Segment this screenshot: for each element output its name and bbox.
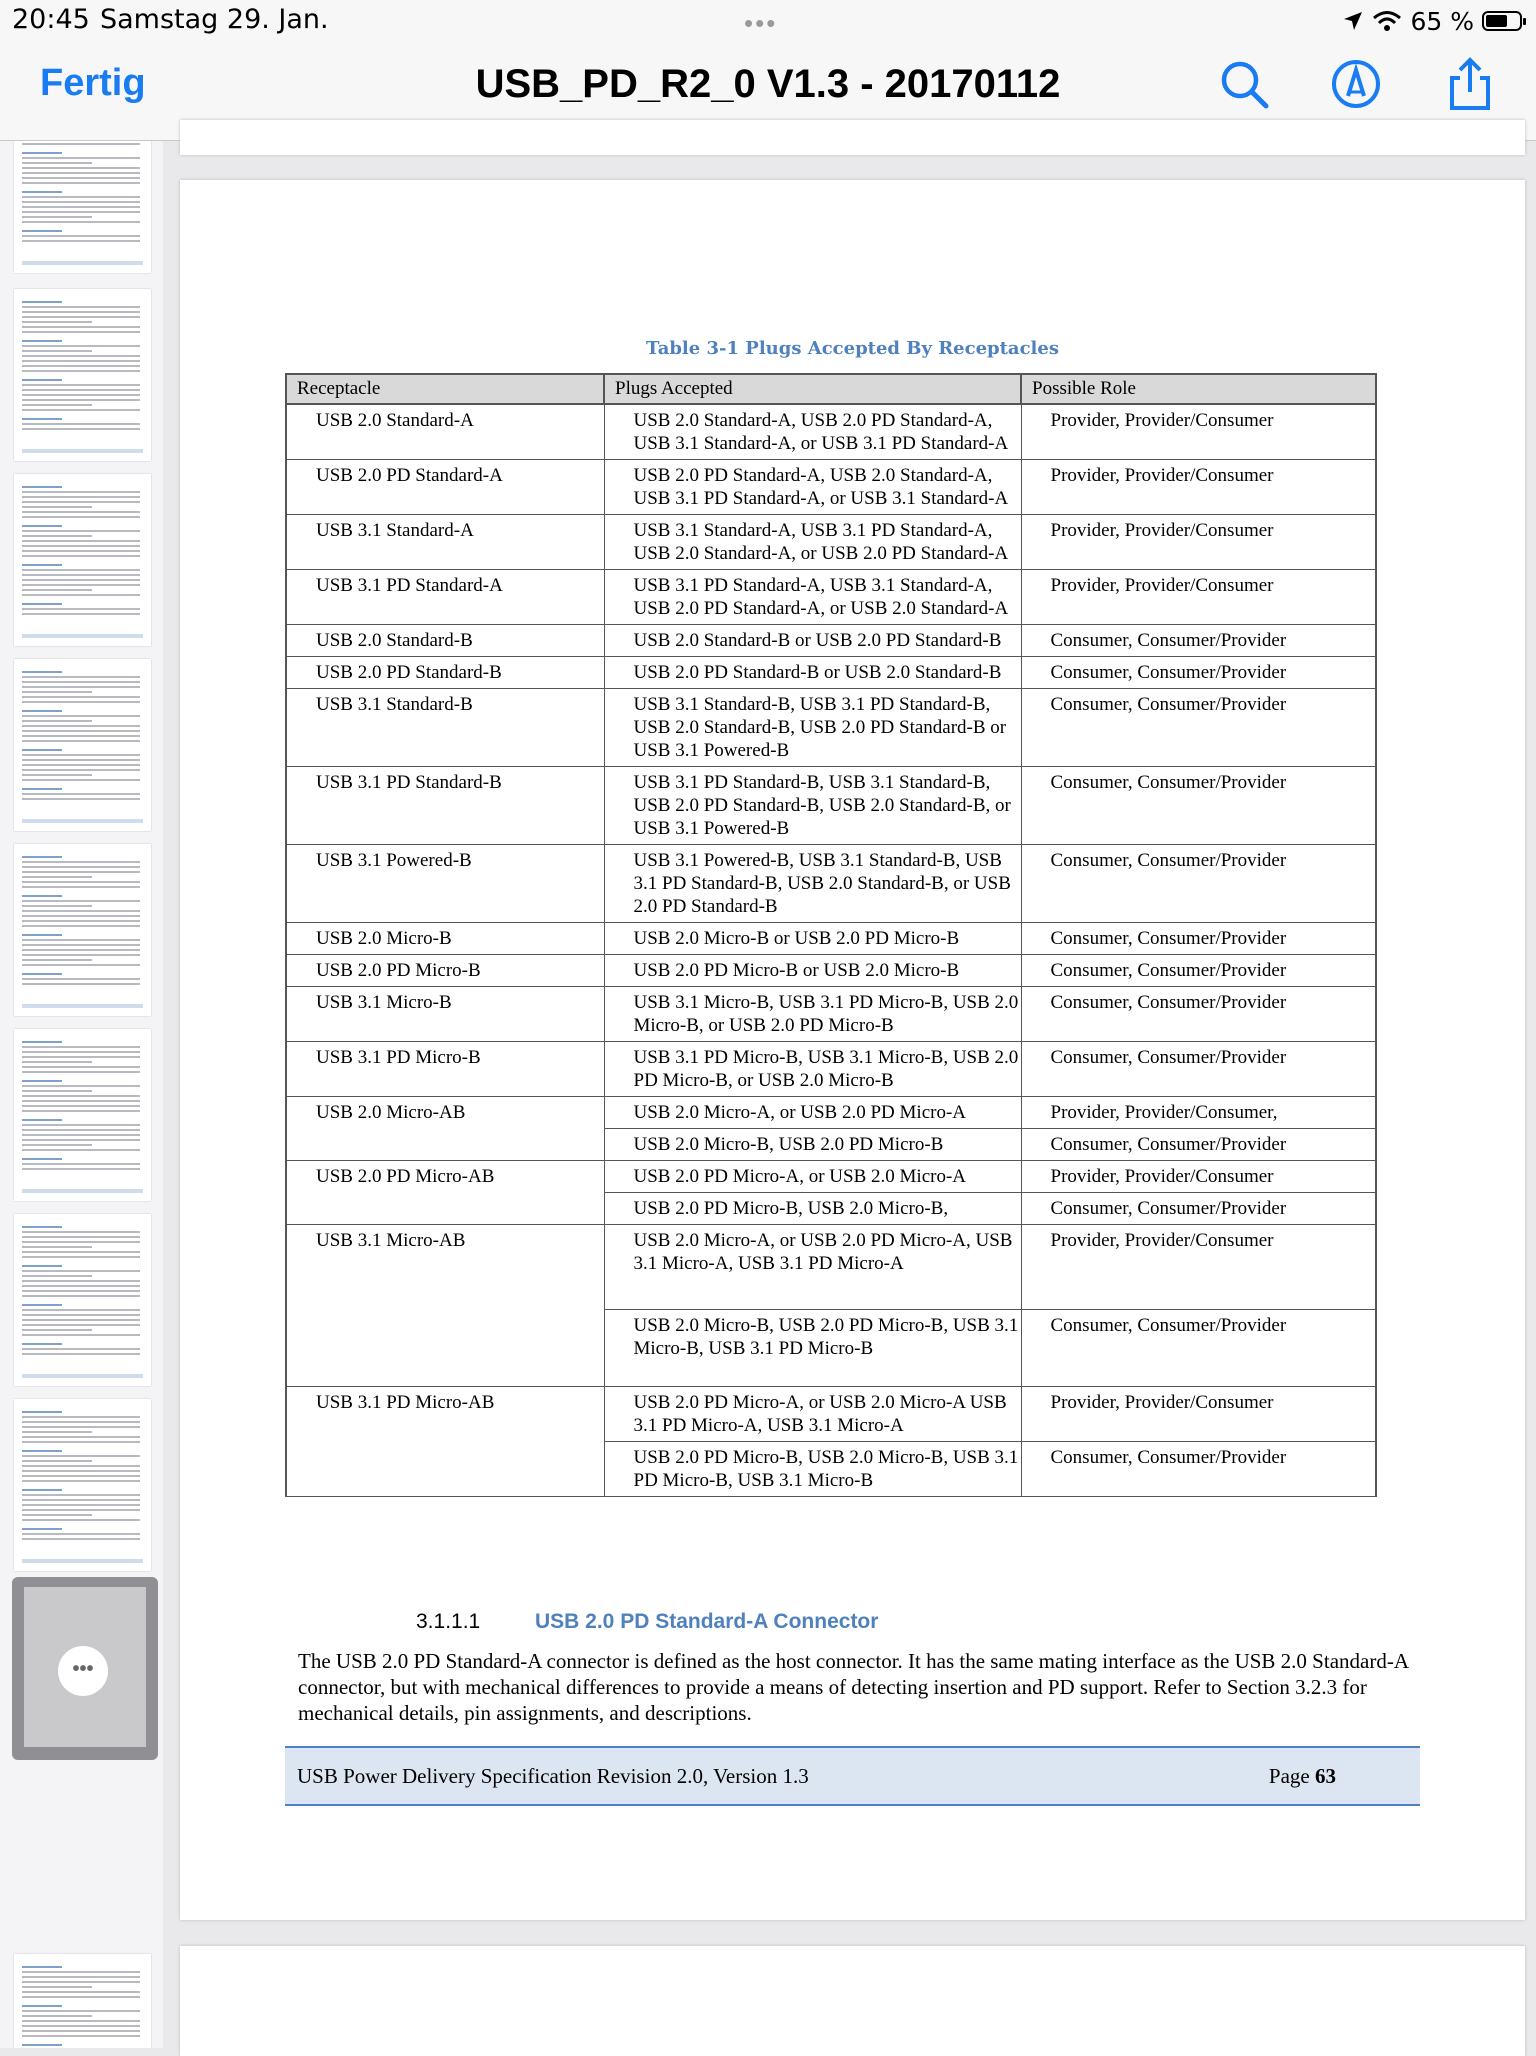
plugs-accepted-cell: USB 2.0 Micro-A, or USB 2.0 PD Micro-A [604, 1097, 1021, 1129]
wifi-icon [1372, 10, 1402, 32]
more-options-button[interactable]: ••• [58, 1646, 108, 1696]
table-row [286, 1225, 1376, 1310]
receptacle-cell: USB 3.1 Micro-B [286, 987, 604, 1042]
receptacle-cell: USB 3.1 PD Standard-B [286, 767, 604, 845]
table-row [286, 515, 1376, 570]
possible-role-cell: Consumer, Consumer/Provider [1021, 1310, 1376, 1387]
status-time: 20:45 [12, 4, 90, 35]
plugs-accepted-cell: USB 2.0 PD Micro-B, USB 2.0 Micro-B, [604, 1193, 1021, 1225]
plugs-accepted-cell: USB 3.1 Powered-B, USB 3.1 Standard-B, USB 3.1 PD Standard-B, USB 2.0 Standard-B, or USB 2.0 PD Standard-B [604, 845, 1021, 923]
page-thumbnail[interactable] [14, 1954, 151, 2048]
possible-role-cell: Provider, Provider/Consumer [1021, 570, 1376, 625]
markup-icon[interactable] [1328, 56, 1384, 112]
table-row [286, 570, 1376, 625]
battery-icon [1482, 11, 1522, 31]
plugs-accepted-cell: USB 3.1 PD Standard-A, USB 3.1 Standard-A, USB 2.0 PD Standard-A, or USB 2.0 Standard-A [604, 570, 1021, 625]
plugs-accepted-cell: USB 2.0 Micro-B or USB 2.0 PD Micro-B [604, 923, 1021, 955]
share-icon[interactable] [1442, 56, 1498, 112]
possible-role-cell: Consumer, Consumer/Provider [1021, 689, 1376, 767]
status-indicators [1342, 4, 1522, 38]
possible-role-cell: Consumer, Consumer/Provider [1021, 923, 1376, 955]
done-button[interactable]: Fertig [40, 62, 146, 104]
receptacle-cell: USB 2.0 PD Micro-AB [286, 1161, 604, 1225]
possible-role-cell: Provider, Provider/Consumer [1021, 1387, 1376, 1442]
possible-role-cell: Provider, Provider/Consumer [1021, 515, 1376, 570]
receptacle-cell: USB 2.0 Standard-B [286, 625, 604, 657]
table-row [286, 987, 1376, 1042]
receptacle-cell: USB 3.1 Standard-A [286, 515, 604, 570]
receptacle-cell: USB 2.0 Standard-A [286, 404, 604, 460]
plugs-accepted-cell: USB 3.1 Standard-B, USB 3.1 PD Standard-B, USB 2.0 Standard-B, USB 2.0 PD Standard-B or USB 3.1 Powered-B [604, 689, 1021, 767]
previous-page [180, 120, 1525, 155]
next-page [180, 1946, 1525, 2056]
receptacle-cell: USB 2.0 Micro-AB [286, 1097, 604, 1161]
table-row [286, 923, 1376, 955]
possible-role-cell: Consumer, Consumer/Provider [1021, 1193, 1376, 1225]
footer-page-number: Page 63 [1268, 1764, 1336, 1788]
plugs-accepted-cell: USB 3.1 Micro-B, USB 3.1 PD Micro-B, USB 2.0 Micro-B, or USB 2.0 PD Micro-B [604, 987, 1021, 1042]
location-icon [1342, 10, 1364, 32]
table-row [286, 1387, 1376, 1442]
document-page [180, 180, 1525, 1920]
table-row [286, 767, 1376, 845]
page-thumbnail[interactable] [14, 289, 151, 461]
page-thumbnail[interactable] [14, 141, 151, 273]
plugs-accepted-cell: USB 2.0 PD Micro-B or USB 2.0 Micro-B [604, 955, 1021, 987]
table-caption: Table 3-1 Plugs Accepted By Receptacles [646, 338, 1059, 359]
page-thumbnail[interactable] [14, 474, 151, 646]
table-row [286, 845, 1376, 923]
header-possible-role: Possible Role [1021, 374, 1376, 404]
search-icon[interactable] [1216, 56, 1272, 112]
section-number: 3.1.1.1 [416, 1610, 481, 1633]
status-date: Samstag 29. Jan. [100, 4, 329, 35]
possible-role-cell: Provider, Provider/Consumer [1021, 1225, 1376, 1310]
header-receptacle: Receptacle [286, 374, 604, 404]
battery-percent: 65 % [1410, 6, 1474, 36]
receptacle-cell: USB 3.1 Micro-AB [286, 1225, 604, 1387]
plugs-table [285, 373, 1377, 1497]
table-header-row [286, 374, 1376, 404]
document-title: USB_PD_R2_0 V1.3 - 20170112 [475, 62, 1061, 106]
header-plugs-accepted: Plugs Accepted [604, 374, 1021, 404]
possible-role-cell: Provider, Provider/Consumer, [1021, 1097, 1376, 1129]
receptacle-cell: USB 2.0 PD Micro-B [286, 955, 604, 987]
table-row [286, 404, 1376, 460]
thumbnail-sidebar[interactable] [0, 141, 163, 2048]
receptacle-cell: USB 2.0 Micro-B [286, 923, 604, 955]
table-row [286, 460, 1376, 515]
plugs-accepted-cell: USB 2.0 PD Standard-B or USB 2.0 Standard-B [604, 657, 1021, 689]
table-row [286, 1161, 1376, 1193]
receptacle-cell: USB 3.1 PD Micro-AB [286, 1387, 604, 1497]
receptacle-cell: USB 3.1 PD Standard-A [286, 570, 604, 625]
possible-role-cell: Consumer, Consumer/Provider [1021, 845, 1376, 923]
table-row [286, 625, 1376, 657]
plugs-accepted-cell: USB 2.0 Standard-B or USB 2.0 PD Standard-B [604, 625, 1021, 657]
plugs-accepted-cell: USB 2.0 PD Standard-A, USB 2.0 Standard-A, USB 3.1 PD Standard-A, or USB 3.1 Standard-A [604, 460, 1021, 515]
page-footer [285, 1746, 1420, 1806]
page-thumbnail[interactable] [14, 1214, 151, 1386]
plugs-accepted-cell: USB 2.0 PD Micro-A, or USB 2.0 Micro-A [604, 1161, 1021, 1193]
possible-role-cell: Consumer, Consumer/Provider [1021, 1129, 1376, 1161]
plugs-accepted-cell: USB 2.0 PD Micro-B, USB 2.0 Micro-B, USB 3.1 PD Micro-B, USB 3.1 Micro-B [604, 1442, 1021, 1497]
possible-role-cell: Consumer, Consumer/Provider [1021, 657, 1376, 689]
plugs-accepted-cell: USB 2.0 Micro-B, USB 2.0 PD Micro-B, USB 3.1 Micro-B, USB 3.1 PD Micro-B [604, 1310, 1021, 1387]
table-row [286, 955, 1376, 987]
table-row [286, 1042, 1376, 1097]
possible-role-cell: Provider, Provider/Consumer [1021, 1161, 1376, 1193]
plugs-accepted-cell: USB 2.0 Micro-A, or USB 2.0 PD Micro-A, USB 3.1 Micro-A, USB 3.1 PD Micro-A [604, 1225, 1021, 1310]
plugs-accepted-cell: USB 3.1 Standard-A, USB 3.1 PD Standard-A, USB 2.0 Standard-A, or USB 2.0 PD Standard-A [604, 515, 1021, 570]
receptacle-cell: USB 2.0 PD Standard-A [286, 460, 604, 515]
table-row [286, 689, 1376, 767]
page-thumbnail[interactable] [14, 844, 151, 1016]
possible-role-cell: Provider, Provider/Consumer [1021, 460, 1376, 515]
receptacle-cell: USB 3.1 Powered-B [286, 845, 604, 923]
table-row [286, 657, 1376, 689]
possible-role-cell: Provider, Provider/Consumer [1021, 404, 1376, 460]
plugs-accepted-cell: USB 3.1 PD Standard-B, USB 3.1 Standard-B, USB 2.0 PD Standard-B, USB 2.0 Standard-B, or USB 3.1 Powered-B [604, 767, 1021, 845]
possible-role-cell: Consumer, Consumer/Provider [1021, 955, 1376, 987]
possible-role-cell: Consumer, Consumer/Provider [1021, 767, 1376, 845]
page-thumbnail[interactable] [14, 659, 151, 831]
section-title: USB 2.0 PD Standard-A Connector [535, 1610, 879, 1633]
receptacle-cell: USB 3.1 Standard-B [286, 689, 604, 767]
table-row [286, 1097, 1376, 1129]
receptacle-cell: USB 3.1 PD Micro-B [286, 1042, 604, 1097]
plugs-accepted-cell: USB 2.0 Micro-B, USB 2.0 PD Micro-B [604, 1129, 1021, 1161]
plugs-accepted-cell: USB 3.1 PD Micro-B, USB 3.1 Micro-B, USB 2.0 PD Micro-B, or USB 2.0 Micro-B [604, 1042, 1021, 1097]
plugs-accepted-cell: USB 2.0 PD Micro-A, or USB 2.0 Micro-A USB 3.1 PD Micro-A, USB 3.1 Micro-A [604, 1387, 1021, 1442]
possible-role-cell: Consumer, Consumer/Provider [1021, 1042, 1376, 1097]
multitasking-dots-icon[interactable]: ••• [744, 8, 778, 38]
receptacle-cell: USB 2.0 PD Standard-B [286, 657, 604, 689]
possible-role-cell: Consumer, Consumer/Provider [1021, 1442, 1376, 1497]
page-thumbnail[interactable] [14, 1399, 151, 1571]
page-thumbnail[interactable] [14, 1029, 151, 1201]
section-paragraph: The USB 2.0 PD Standard-A connector is defined as the host connector. It has the same mating interface as the USB 2.0 Standard-A connector, but with mechanical differences to provide a means of detecting insertion and PD support. Refer to Section 3.2.3 for mechanical details, pin assignments, and descriptions. [298, 1649, 1408, 1725]
possible-role-cell: Consumer, Consumer/Provider [1021, 625, 1376, 657]
possible-role-cell: Consumer, Consumer/Provider [1021, 987, 1376, 1042]
footer-text: USB Power Delivery Specification Revision 2.0, Version 1.3 [297, 1764, 809, 1788]
plugs-accepted-cell: USB 2.0 Standard-A, USB 2.0 PD Standard-A, USB 3.1 Standard-A, or USB 3.1 PD Standard-A [604, 404, 1021, 460]
